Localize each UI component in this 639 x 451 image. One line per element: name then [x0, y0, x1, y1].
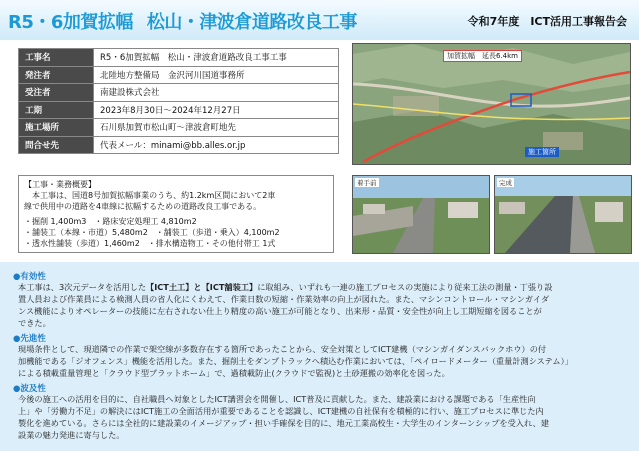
ripple-effect-line: 今後の施工への活用を目的に、自社職員へ対象としたICT講習会を開催し、ICT普及に貢献した。また、建設業における課題である「生産性向 [18, 394, 536, 404]
overview-item: ・舗装工（本線・市道）5,480m2 ・舗装工（歩道・乗入）4,100m2 [24, 228, 280, 237]
aerial-map-image [353, 44, 630, 164]
overview-item: ・掘削 1,400m3 ・路床安定処理工 4,810m2 [24, 217, 197, 226]
overview-heading: 【工事・業務概要】 [24, 180, 96, 189]
ripple-effect-heading: ●波及性 [13, 384, 46, 394]
info-key: 施工場所 [19, 119, 94, 137]
info-row [19, 136, 339, 154]
overview-text: 本工事は、国道8号加賀拡幅事業のうち、約1.2km区間において2車 [24, 191, 276, 200]
text-span: に取組み、いずれも一連の施工プロセスの実施により従来工法の測量・丁張り設 [257, 282, 553, 292]
overview-item: ・透水性舗装（歩道）1,460m2 ・排水構造物工・その他付帯工 1式 [24, 239, 276, 248]
location-map [352, 43, 631, 165]
info-value: 代表メール：minami@bb.alles.or.jp [94, 136, 339, 154]
after-construction-image [495, 176, 631, 253]
advancement-line: 現場条件として、現道隣での作業で架空線が多数存在する箇所であったことから、安全対策としてICT建機（マシンガイダンスバックホウ）の付 [18, 344, 547, 354]
info-row [19, 84, 339, 102]
ripple-effect-line: 上」や「労働力不足」の解決にはICT施工の全面活用が重要であることを認識し、ICT建機の自社保有を積極的に行い、施工プロセスに準じた内 [18, 406, 544, 416]
info-value: 北陸地方整備局 金沢河川国道事務所 [94, 66, 339, 84]
effectiveness-line: 置人員および作業員による検測人員の省人化にくわえて、作業日数の短縮・作業効率の向上が図れた。また、マシンコントロール・マシンガイダ [18, 294, 550, 304]
ripple-effect-line: 設業の魅力発進に寄与した。 [18, 430, 125, 440]
info-value: 2023年8月30日～2024年12月27日 [94, 101, 339, 119]
advancement-line: による積載重量管理と「クラウド型プラットホーム」で、過積載防止(クラウドで監視)と土砂運搬の効率化を図った。 [18, 368, 450, 378]
evaluation-section [0, 262, 639, 451]
project-info-table [18, 48, 339, 154]
info-row [19, 101, 339, 119]
photo-after [494, 175, 632, 254]
info-key: 問合せ先 [19, 136, 94, 154]
effectiveness-line: ンス機能によりオペレーターの技能に左右されない仕上り精度の高い施工が可能となり、出来形・品質・安全性が向上し工期短縮を図ることが [18, 306, 542, 316]
advancement-line: 加機能である「ジオフェンス」機能を活用した。また、掘削土をダンプトラックへ積込む作業においては、「ペイロードメーター（重量計測システム）」 [18, 356, 573, 366]
before-construction-image [353, 176, 489, 253]
effectiveness-line [18, 282, 552, 293]
work-overview-box [18, 175, 334, 253]
title-project: R5・6加賀拡幅 [8, 12, 133, 33]
overview-text: 線で供用中の道路を4車線に拡幅するための道路改良工事である。 [24, 202, 262, 211]
text-emphasis: 【ICT土工】と【ICT舗装工】 [146, 282, 258, 292]
advancement-heading: ●先進性 [13, 334, 46, 344]
info-key: 工事名 [19, 49, 94, 67]
info-row [19, 119, 339, 137]
photo-caption-after: 完成 [499, 179, 512, 187]
header-bar [0, 0, 639, 40]
info-key: 発注者 [19, 66, 94, 84]
map-location-label: 施工箇所 [525, 147, 559, 157]
photo-caption-before: 着手前 [357, 179, 377, 187]
ripple-effect-line: 製化を進めている。さらには全社的に建設業のイメージアップ・担い手確保を目的に、地元工業高校生・大学生のインターンシップを受入れ、建 [18, 418, 550, 428]
info-key: 工期 [19, 101, 94, 119]
info-key: 受注者 [19, 84, 94, 102]
info-row [19, 49, 339, 67]
effectiveness-line: できた。 [18, 318, 51, 328]
info-value: 南建設株式会社 [94, 84, 339, 102]
info-value: R5・6加賀拡幅 松山・津波倉道路改良工事工事 [94, 49, 339, 67]
photo-before [352, 175, 490, 254]
text-span: 本工事は、3次元データを活用した [18, 282, 147, 292]
map-extension-label: 加賀拡幅 延長6.4km [443, 50, 522, 62]
effectiveness-heading: ●有効性 [13, 272, 46, 282]
info-value: 石川県加賀市松山町～津波倉町地先 [94, 119, 339, 137]
info-row [19, 66, 339, 84]
report-label: 令和7年度 ICT活用工事報告会 [467, 15, 627, 28]
title-work: 松山・津波倉道路改良工事 [146, 12, 357, 33]
page-title [8, 8, 357, 34]
